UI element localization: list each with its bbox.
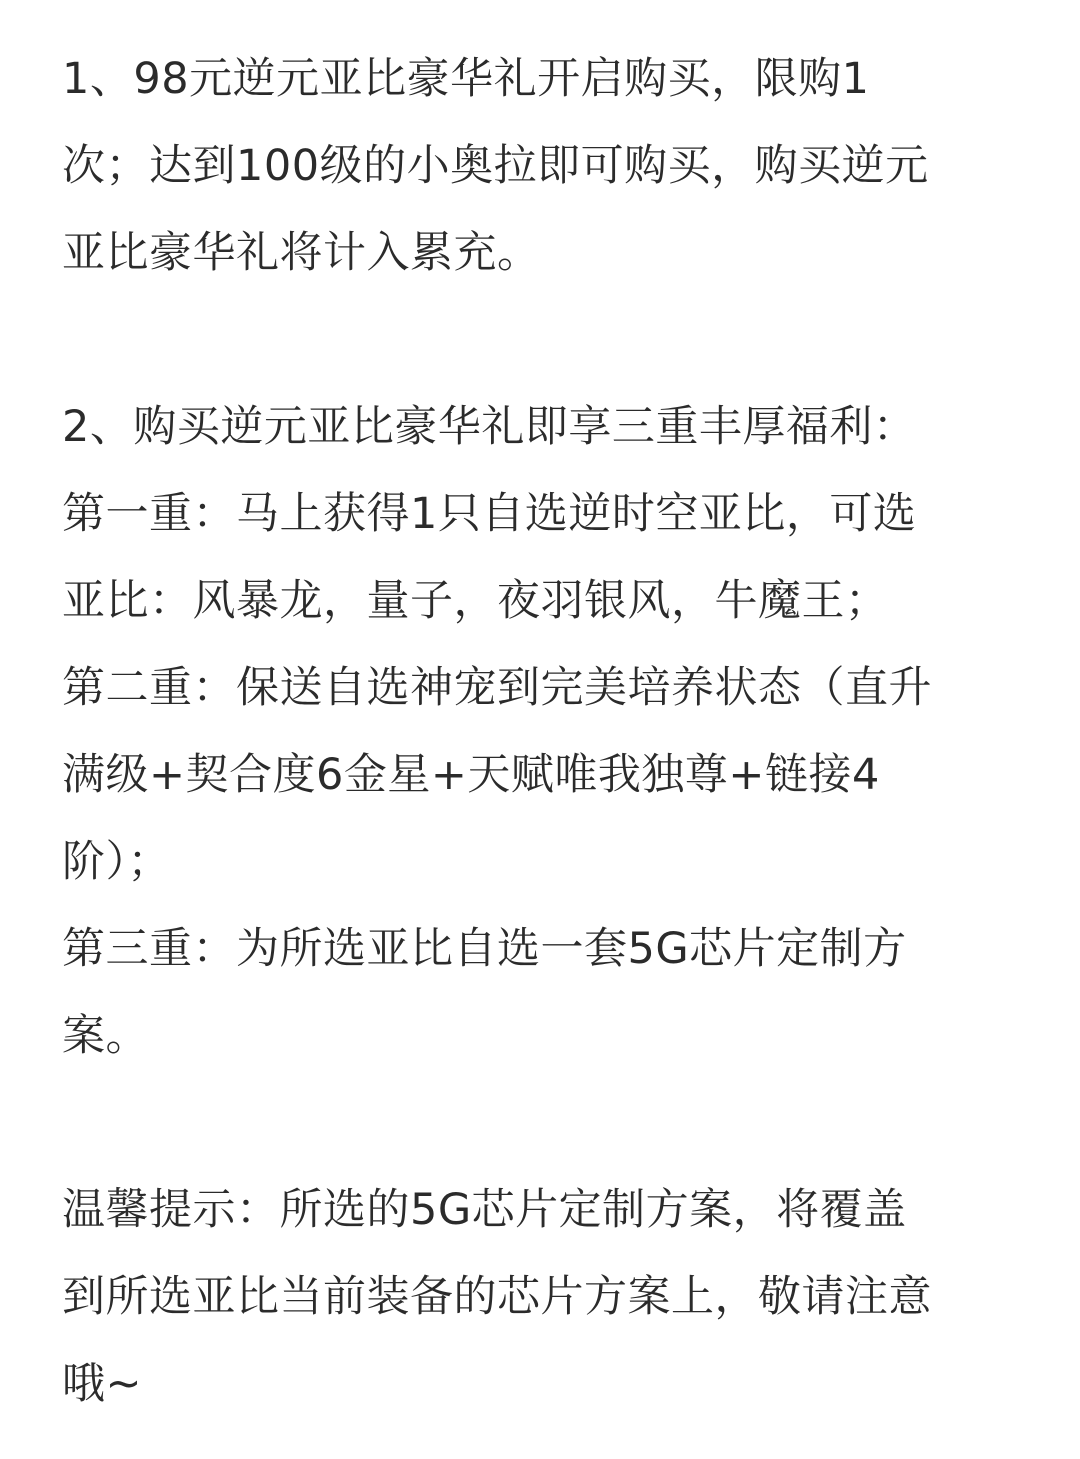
text-line: 亚比豪华礼将计入累充。 [62, 228, 541, 278]
text-line: 第二重：保送自选神宠到完美培养状态（直升 [62, 663, 932, 713]
text-line: 第一重：马上获得1只自选逆时空亚比，可选 [62, 489, 917, 539]
article-body [62, 36, 1052, 1428]
text-line: 阶）； [62, 837, 171, 887]
text-line: 次；达到100级的小奥拉即可购买，购买逆元 [62, 141, 929, 191]
text-line: 满级+契合度6金星+天赋唯我独尊+链接4 [62, 750, 880, 800]
text-line: 温馨提示：所选的5G芯片定制方案，将覆盖 [62, 1185, 907, 1235]
section-benefits [62, 384, 1052, 1080]
text-line: 2、购买逆元亚比豪华礼即享三重丰厚福利： [62, 402, 917, 452]
text-line: 第三重：为所选亚比自选一套5G芯片定制方 [62, 924, 907, 974]
paragraph-spacer [62, 297, 1052, 384]
text-line: 到所选亚比当前装备的芯片方案上，敬请注意 [62, 1272, 932, 1322]
section-purchase-info [62, 36, 1052, 297]
text-line: 亚比：风暴龙，量子，夜羽银风，牛魔王； [62, 576, 889, 626]
text-line: 1、98元逆元亚比豪华礼开启购买，限购1 [62, 54, 870, 104]
section-tip [62, 1167, 1052, 1428]
paragraph-spacer [62, 1080, 1052, 1167]
text-line: 哦~ [62, 1359, 143, 1409]
text-line: 案。 [62, 1011, 149, 1061]
